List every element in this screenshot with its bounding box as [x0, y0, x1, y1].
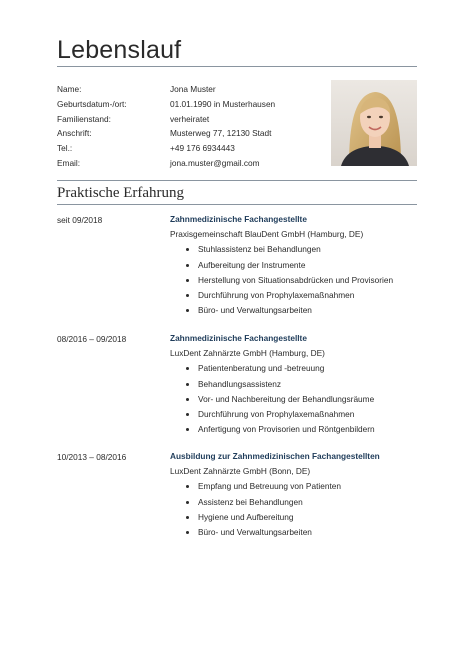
personal-row-birth: [57, 97, 275, 112]
personal-label: Anschrift:: [57, 128, 92, 139]
list-item: Patientenberatung und -betreuung: [170, 364, 420, 379]
entry-employer: LuxDent Zahnärzte GmbH (Bonn, DE): [170, 466, 311, 477]
personal-row-name: [57, 82, 275, 97]
personal-label: Familienstand:: [57, 113, 111, 124]
title-divider: [57, 66, 417, 67]
personal-value: Musterweg 77, 12130 Stadt: [170, 128, 272, 139]
entry-date: seit 09/2018: [57, 215, 103, 225]
list-item: Herstellung von Situationsabdrücken und Provisorien: [170, 276, 420, 291]
portrait-photo: [331, 80, 417, 166]
section-heading-experience: Praktische Erfahrung: [57, 185, 185, 201]
entry-task-list: [170, 364, 420, 440]
personal-value: jona.muster@gmail.com: [170, 157, 260, 168]
list-item: Hygiene und Aufbereitung: [170, 513, 420, 528]
entry-body: [170, 215, 420, 321]
personal-value: +49 176 6934443: [170, 143, 235, 154]
personal-value: Jona Muster: [170, 84, 216, 95]
list-item: Durchführung von Prophylaxemaßnahmen: [170, 291, 420, 306]
list-item: Assistenz bei Behandlungen: [170, 498, 420, 513]
entry-job-title: Zahnmedizinische Fachangestellte: [170, 214, 307, 224]
personal-label: Geburtsdatum-/ort:: [57, 99, 127, 110]
list-item: Büro- und Verwaltungsarbeiten: [170, 306, 420, 321]
entry-task-list: [170, 482, 420, 543]
personal-info: [57, 82, 275, 170]
section-divider-bottom: [57, 204, 417, 205]
personal-row-address: [57, 126, 275, 141]
entry-date: 08/2016 – 09/2018: [57, 334, 127, 344]
list-item: Durchführung von Prophylaxemaßnahmen: [170, 410, 420, 425]
personal-value: verheiratet: [170, 113, 210, 124]
entry-job-title: Zahnmedizinische Fachangestellte: [170, 333, 307, 343]
list-item: Vor- und Nachbereitung der Behandlungsräume: [170, 395, 420, 410]
entry-job-title: Ausbildung zur Zahnmedizinischen Fachangestellten: [170, 451, 380, 461]
list-item: Empfang und Betreuung von Patienten: [170, 482, 420, 497]
entry-body: [170, 452, 420, 543]
entry-employer: Praxisgemeinschaft BlauDent GmbH (Hamburg, DE): [170, 229, 364, 240]
personal-row-email: [57, 155, 275, 170]
entry-employer: LuxDent Zahnärzte GmbH (Hamburg, DE): [170, 348, 325, 359]
personal-label: Name:: [57, 84, 82, 95]
personal-label: Tel.:: [57, 143, 73, 154]
personal-label: Email:: [57, 157, 81, 168]
personal-value: 01.01.1990 in Musterhausen: [170, 99, 276, 110]
list-item: Aufbereitung der Instrumente: [170, 261, 420, 276]
list-item: Anfertigung von Provisorien und Röntgenbildern: [170, 425, 420, 440]
list-item: Behandlungsassistenz: [170, 380, 420, 395]
portrait-photo-icon: [331, 80, 417, 166]
entry-date: 10/2013 – 08/2016: [57, 452, 127, 462]
list-item: Stuhlassistenz bei Behandlungen: [170, 245, 420, 260]
entry-task-list: [170, 245, 420, 321]
list-item: Büro- und Verwaltungsarbeiten: [170, 528, 420, 543]
entry-body: [170, 334, 420, 440]
section-divider-top: [57, 180, 417, 181]
document-title: Lebenslauf: [57, 36, 182, 64]
personal-row-phone: [57, 141, 275, 156]
personal-row-marital: [57, 111, 275, 126]
